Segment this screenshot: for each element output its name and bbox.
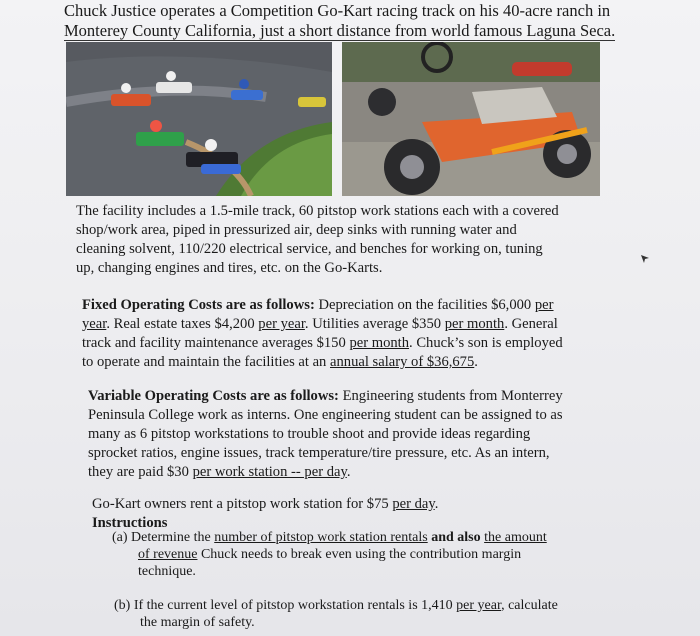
cursor-arrow-icon bbox=[640, 254, 650, 264]
question-a-underline-rentals: number of pitstop work station rentals bbox=[214, 530, 428, 545]
fixed-underline-year: year bbox=[82, 316, 107, 332]
variable-costs-paragraph bbox=[88, 387, 598, 482]
variable-costs-title: Variable Operating Costs are as follows: bbox=[88, 388, 339, 404]
variable-line-2: Peninsula College work as interns. One engineering student can be assigned to as bbox=[88, 407, 563, 423]
fixed-text-8: . bbox=[474, 354, 478, 370]
facility-line-4: up, changing engines and tires, etc. on the Go-Karts. bbox=[76, 260, 383, 276]
fixed-underline-per-year: per year bbox=[258, 316, 305, 332]
intro-line-2: Monterey County California, just a short distance from world famous Laguna Seca. bbox=[64, 21, 616, 40]
question-b-label: (b) bbox=[114, 598, 131, 613]
question-a-text-1: Determine the bbox=[127, 530, 215, 545]
fixed-underline-annual-salary: annual salary of $36,675 bbox=[330, 354, 475, 370]
fixed-text-3: . Utilities average $350 bbox=[304, 316, 445, 332]
question-b-text-3: the margin of safety. bbox=[140, 615, 255, 630]
rental-paragraph bbox=[92, 495, 592, 533]
question-a-underline-revenue: of revenue bbox=[138, 547, 198, 562]
question-a-text-4: technique. bbox=[138, 564, 196, 579]
variable-text-6: . bbox=[346, 464, 351, 480]
intro-line-1: Chuck Justice operates a Competition Go-Kart racing track on his 40-acre ranch in bbox=[64, 1, 611, 20]
fixed-underline-per-month-2: per month bbox=[349, 335, 410, 351]
fixed-text-5: track and facility maintenance averages $150 bbox=[82, 335, 350, 351]
rental-text-1: Go-Kart owners rent a pitstop work station for $75 bbox=[92, 496, 393, 512]
question-a bbox=[112, 529, 592, 580]
question-b-text-2: , calculate bbox=[501, 598, 558, 613]
fixed-underline-per-month-1: per month bbox=[444, 316, 505, 332]
fixed-text-4: . General bbox=[504, 316, 558, 332]
instructions-title: Instructions bbox=[92, 515, 168, 531]
question-a-text-3: Chuck needs to break even using the contribution margin bbox=[197, 547, 522, 562]
facility-line-1: The facility includes a 1.5-mile track, 60 pitstop work stations each with a covered bbox=[76, 203, 559, 219]
facility-line-3: cleaning solvent, 110/220 electrical service, and benches for working on, tuning bbox=[76, 241, 543, 257]
intro-heading bbox=[64, 1, 684, 41]
facility-line-2: shop/work area, piped in pressurized air, deep sinks with running water and bbox=[76, 222, 517, 238]
rental-underline-per-day: per day bbox=[392, 496, 435, 512]
fixed-costs-paragraph bbox=[82, 296, 606, 372]
fixed-text-2: . Real estate taxes $4,200 bbox=[106, 316, 259, 332]
fixed-underline-per: per bbox=[534, 297, 554, 313]
fixed-costs-title: Fixed Operating Costs are as follows: bbox=[82, 297, 315, 313]
fixed-text-1: Depreciation on the facilities $6,000 bbox=[314, 297, 535, 313]
fixed-text-7: to operate and maintain the facilities at an bbox=[82, 354, 330, 370]
rental-text-2: . bbox=[434, 496, 439, 512]
question-a-label: (a) bbox=[112, 530, 128, 545]
facility-description bbox=[76, 202, 616, 278]
variable-text-5: they are paid $30 bbox=[88, 464, 193, 480]
question-a-text-and: and also bbox=[427, 530, 485, 545]
go-kart-racing-photo bbox=[66, 42, 332, 196]
variable-line-3: many as 6 pitstop workstations to trouble shoot and provide ideas regarding bbox=[88, 426, 531, 442]
variable-text-1: Engineering students from Monterrey bbox=[338, 388, 563, 404]
variable-line-4: sprocket ratios, engine issues, track temperature/tire pressure, etc. As an intern, bbox=[88, 445, 550, 461]
question-b bbox=[114, 597, 594, 631]
question-b-text-1: If the current level of pitstop workstation rentals is 1,410 bbox=[130, 598, 457, 613]
question-b-underline-per-year: per year bbox=[456, 598, 502, 613]
fixed-text-6: . Chuck’s son is employed bbox=[409, 335, 563, 351]
go-kart-chassis-photo bbox=[342, 42, 600, 196]
question-a-underline-amount: the amount bbox=[484, 530, 547, 545]
variable-underline-per-station-day: per work station -- per day bbox=[192, 464, 347, 480]
